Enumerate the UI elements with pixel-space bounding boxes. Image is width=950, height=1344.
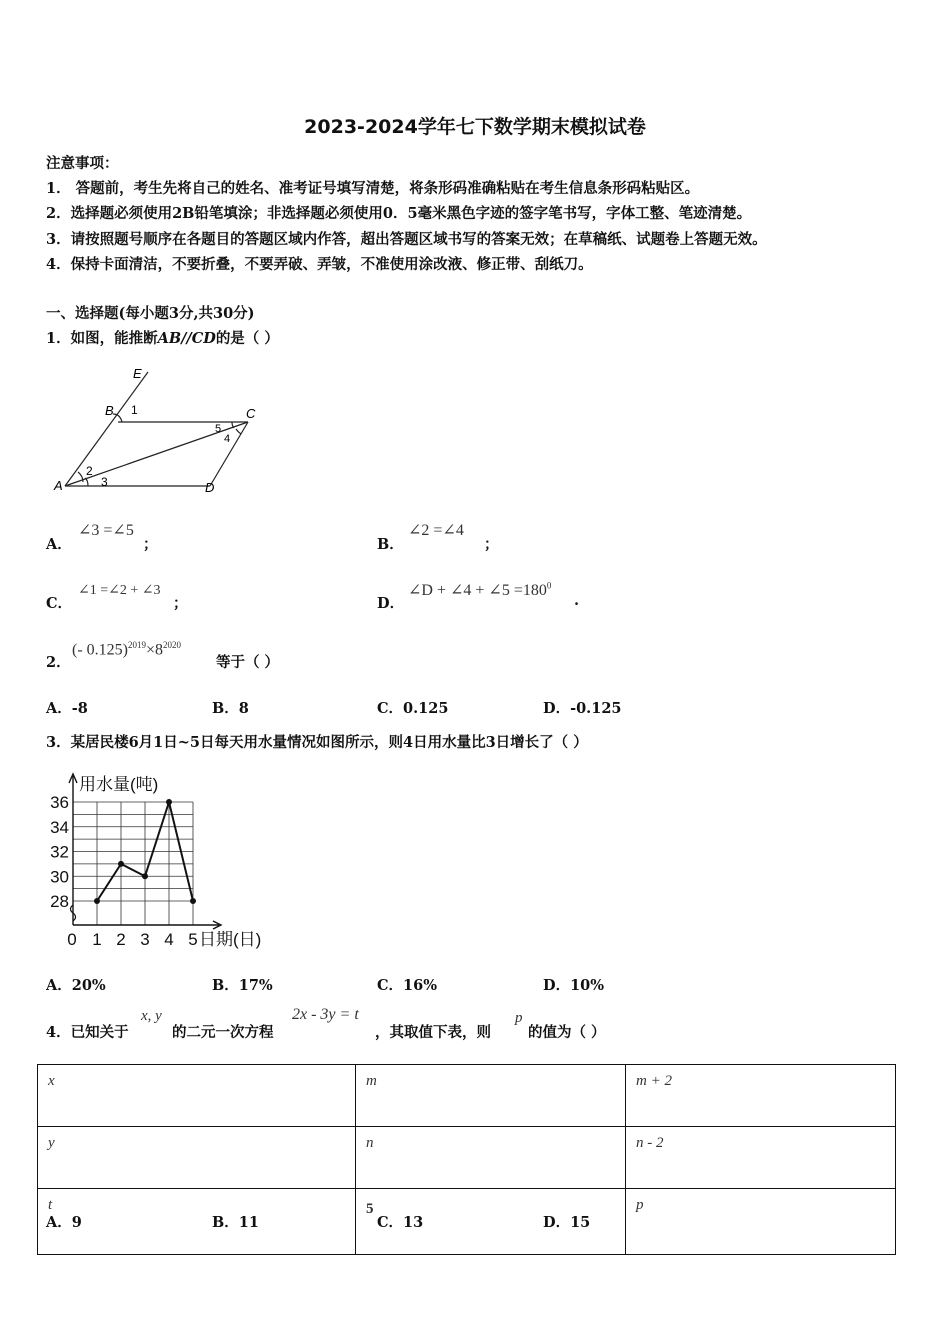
q3-option-a: A．20% [46, 977, 106, 994]
chart-grid [73, 802, 193, 925]
table-cell: x [38, 1065, 356, 1127]
table-cell: n [356, 1127, 626, 1189]
q4-vars: x, y [141, 1008, 162, 1024]
q1-option-d-degree: 0 [546, 580, 552, 591]
notice-item-4: 4．保持卡面清洁，不要折叠，不要弄破、弄皱，不准使用涂改液、修正带、刮纸刀。 [46, 256, 593, 273]
q2-option-c: C．0.125 [377, 700, 449, 717]
q1-option-a-label: A． [46, 536, 72, 553]
q2-option-a: A．-8 [46, 700, 88, 717]
q1-stem [46, 327, 279, 348]
q1-geometry-figure [50, 362, 270, 498]
section-heading: 一、选择题(每小题3分,共30分) [46, 305, 255, 322]
q2-number: 2． [46, 654, 71, 671]
y-tick-label: 34 [50, 817, 69, 837]
q1-stem-math: AB//CD [157, 330, 216, 347]
label-B: B [105, 403, 114, 418]
q1-option-d-math [408, 580, 551, 600]
label-C: C [246, 406, 256, 421]
label-D: D [205, 480, 215, 495]
notice-item-1: 1． 答题前，考生先将自己的姓名、准考证号填写清楚，将条形码准确粘贴在考生信息条形码粘贴区。 [46, 180, 700, 197]
q2-base: (- 0.125) [72, 641, 128, 659]
q2-option-b: B．8 [212, 700, 249, 717]
q4-option-c: C．13 [377, 1214, 424, 1231]
notice-item-3: 3．请按照题号顺序在各题目的答题区域内作答，超出答题区域书写的答案无效；在草稿纸、试题卷上答题无效。 [46, 231, 767, 248]
q2-option-d: D．-0.125 [543, 700, 622, 717]
table-cell: 5 [356, 1189, 626, 1255]
x-tick-label: 1 [92, 930, 102, 949]
q3-line-chart [40, 768, 290, 958]
x-tick-label: 5 [188, 930, 198, 949]
y-axis-title: 用水量(吨) [79, 775, 159, 794]
chart-labels [50, 775, 261, 949]
q2-exp-2: 2020 [163, 640, 182, 650]
table-row [38, 1189, 896, 1255]
q4-option-b: B．11 [212, 1214, 259, 1231]
data-point [166, 799, 172, 805]
q2-exp-1: 2019 [127, 640, 146, 650]
table-cell: m [356, 1065, 626, 1127]
label-angle-1: 1 [131, 403, 138, 417]
q4-option-a: A．9 [46, 1214, 82, 1231]
label-angle-2: 2 [86, 464, 93, 478]
q2-expression [72, 640, 181, 659]
q1-option-c-math: ∠1 =∠2 + ∠3 [78, 583, 161, 598]
q1-option-d-tail: . [574, 592, 580, 609]
x-tick-label: 0 [67, 930, 77, 949]
q1-option-b-label: B． [377, 536, 404, 553]
data-point [190, 898, 196, 904]
x-axis-title: 日期(日) [199, 930, 262, 949]
notice-heading: 注意事项： [46, 155, 119, 172]
q3-option-b: B．17% [212, 977, 273, 994]
q1-stem-text: 1．如图，能推断 [46, 330, 158, 347]
q3-option-d: D．10% [543, 977, 605, 994]
x-tick-label: 3 [140, 930, 150, 949]
q1-option-b-math: ∠2 =∠4 [408, 522, 464, 539]
data-point [94, 898, 100, 904]
table-cell: y [38, 1127, 356, 1189]
q3-stem: 3．某居民楼6月1日~5日每天用水量情况如图所示，则4日用水量比3日增长了（ ） [46, 734, 588, 751]
label-E: E [133, 366, 142, 381]
q4-option-d: D．15 [543, 1214, 591, 1231]
data-point [118, 861, 124, 867]
q1-option-c-label: C． [46, 595, 73, 612]
y-tick-label: 28 [50, 892, 69, 911]
q1-option-c-tail: ； [173, 595, 188, 612]
q4-stem-4: 的值为（ ） [528, 1024, 606, 1041]
y-tick-label: 32 [50, 842, 69, 862]
q1-option-d-expr: ∠D + ∠4 + ∠5 =180 [408, 582, 547, 599]
q1-stem-tail: 的是（ ） [215, 330, 279, 347]
q4-stem-2: 的二元一次方程 [172, 1024, 274, 1041]
x-tick-label: 4 [164, 930, 174, 949]
x-tick-label: 2 [116, 930, 126, 949]
q4-value-table [37, 1064, 896, 1255]
q4-equation: 2x - 3y = t [292, 1006, 359, 1023]
q1-option-a-tail: ； [143, 536, 158, 553]
q1-option-d-label: D． [377, 595, 405, 612]
q1-option-a-math: ∠3 =∠5 [78, 522, 134, 539]
table-row [38, 1127, 896, 1189]
table-row [38, 1065, 896, 1127]
y-tick-label: 30 [50, 867, 69, 887]
q2-tail: 等于（ ） [216, 654, 280, 671]
data-point [142, 873, 148, 879]
table-cell: p [626, 1189, 896, 1255]
table-cell: t [38, 1189, 356, 1255]
label-angle-5: 5 [215, 423, 222, 435]
q1-option-b-tail: ； [484, 536, 499, 553]
y-tick-label: 36 [50, 793, 69, 812]
notice-item-2: 2．选择题必须使用2B铅笔填涂；非选择题必须使用0．5毫米黑色字迹的签字笔书写，字体工整、笔迹清楚。 [46, 205, 752, 222]
q4-stem-1: 4．已知关于 [46, 1024, 129, 1041]
label-angle-4: 4 [224, 433, 231, 445]
q4-p-var: p [515, 1010, 523, 1026]
table-cell: n - 2 [626, 1127, 896, 1189]
q4-stem-3: ，其取值下表，则 [375, 1024, 491, 1041]
q3-option-c: C．16% [377, 977, 437, 994]
page-title: 2023-2024学年七下数学期末模拟试卷 [304, 116, 646, 138]
q2-mid: ×8 [145, 641, 164, 659]
label-A: A [54, 478, 63, 493]
label-angle-3: 3 [101, 475, 108, 489]
table-cell: m + 2 [626, 1065, 896, 1127]
